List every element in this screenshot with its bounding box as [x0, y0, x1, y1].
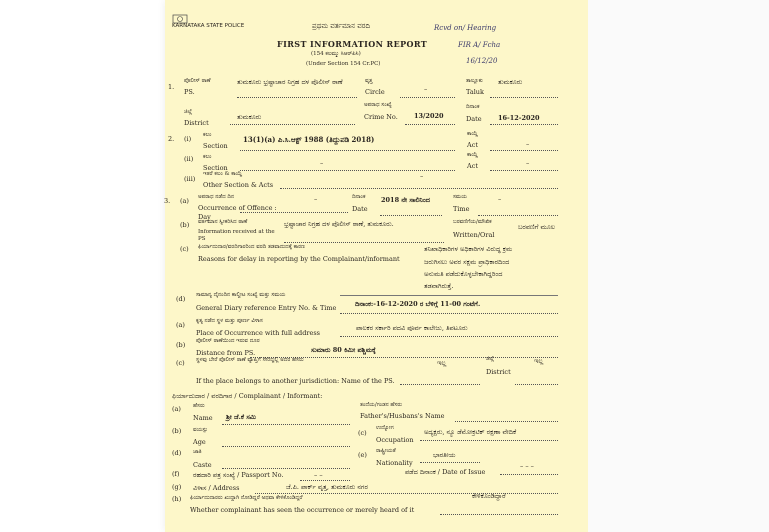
occurrence-label-kn: ಅಪರಾಧ ನಡೆದ ದಿನ	[198, 194, 234, 200]
act-label: Act	[467, 141, 478, 149]
subtitle-kannada: (154 ಕಲಮ್ಮು ಸಿಆರ್‌ಪಿಸಿ)	[311, 51, 361, 57]
row4-a: (a)	[176, 321, 185, 329]
circle-label-kn: ವೃತ್ತ	[365, 78, 373, 84]
day-label: Day	[198, 213, 211, 221]
district-value: ತುಮಕೂರು	[237, 113, 262, 121]
row5-a: (a)	[172, 405, 181, 413]
nationality-label-kn: ರಾಷ್ಟ್ರೀಯತೆ	[376, 448, 396, 454]
fir-date-value: 16-12-2020	[498, 114, 540, 122]
row2-ii: (ii)	[184, 155, 194, 163]
jur-district-label: District	[486, 368, 511, 376]
written-label-kn: ಬರವಣಿಗೆಯ/ಮೌಖಿಕ	[453, 219, 492, 225]
delay-value-3: ಅನುಮತಿ ಪಡೆದುಕೊಳ್ಳಬೇಕಾಗಿದ್ದರಿಂದ	[424, 270, 503, 278]
witness-label: Whether complainant has seen the occurrence or merely heard of it	[190, 506, 415, 514]
row2-iii: (iii)	[184, 175, 196, 183]
district-label-kn: ಜಿಲ್ಲೆ	[184, 109, 193, 115]
page-title: FIRST INFORMATION REPORT	[277, 39, 428, 49]
act2-value: –	[526, 159, 530, 167]
row2-i: (i)	[184, 135, 192, 143]
row3-num: 3.	[164, 197, 171, 205]
passport-label: ರಹದಾರಿ ಪತ್ರ ಸಂಖ್ಯೆ / Passport No.	[193, 471, 284, 479]
occ-date-label-kn: ದಿನಾಂಕ	[352, 194, 366, 200]
info-label-kn: ವರ್ತಮಾನ ಸ್ವೀಕರಿಸಿದ ಠಾಣೆ	[198, 219, 248, 225]
section-label: Section	[203, 142, 228, 150]
other-section-label: Other Section & Acts	[203, 181, 274, 189]
taluk-label: Taluk	[466, 88, 484, 96]
written-label: Written/Oral	[453, 231, 495, 239]
age-label: Age	[193, 438, 206, 446]
fir-date-label: Date	[466, 115, 482, 123]
other-section-label-kn: ಇತರೆ ಕಲಂ & ಕಾಯ್ದೆ	[203, 171, 243, 177]
distance-label: Distance from PS.	[196, 349, 256, 357]
place-label: Place of Occurrence with full address	[196, 329, 321, 337]
name-label-kn: ಹೆಸರು	[193, 403, 205, 409]
handwritten-note-2: FIR A/ Fcha	[458, 41, 501, 49]
row5-b: (b)	[172, 427, 182, 435]
row5-e: (e)	[358, 451, 367, 459]
caste-label-kn: ಜಾತಿ	[193, 449, 202, 455]
distance-value: ಸುಮಾರು 80 ಕಿಮೀ ಪಶ್ಚಿಮಕ್ಕೆ	[311, 346, 376, 354]
act2-label: Act	[467, 162, 478, 170]
jurisdiction-value: ಇಲ್ಲ	[437, 359, 447, 367]
row1-num: 1.	[168, 83, 175, 91]
distance-label-kn: ಪೊಲೀಸ್ ಠಾಣೆಯಿಂದ ಇರುವ ದೂರ	[196, 338, 260, 344]
delay-value-2: ಜರುಗಿಸಲು ಅವರ ಸಕ್ಷಮ ಪ್ರಾಧಿಕಾರದಿಂದ	[424, 258, 510, 266]
nationality-label: Nationality	[376, 459, 413, 467]
row5-g: (g)	[172, 483, 182, 491]
crime-label: Crime No.	[364, 113, 398, 121]
row4-b: (b)	[176, 341, 186, 349]
handwritten-note-1: Rcvd on/ Hearing	[434, 24, 497, 32]
taluk-label-kn: ತಾಲ್ಲೂಕು	[466, 78, 483, 84]
subtitle: (Under Section 154 Cr.PC)	[306, 61, 381, 67]
occ-date-label: Date	[352, 205, 368, 213]
occupation-label-kn: ಉದ್ಯೋಗ	[376, 425, 394, 431]
nationality-value: ಭಾರತೀಯ	[433, 451, 456, 459]
section2-value: –	[320, 159, 324, 167]
occurrence-label: Occurrence of Offence :	[198, 204, 277, 212]
father-label-kn: ತಂದೆಯ/ಗಂಡನ ಹೆಸರು	[360, 402, 403, 408]
address-value: ಜೆ.ಪಿ. ಪಾರ್ಕ್ ವೃತ್ತ, ತುಮಕೂರು ನಗರ	[286, 483, 368, 491]
jur-district-value: ಇಲ್ಲ	[534, 357, 544, 365]
handwritten-note-3: 16/12/20	[466, 57, 498, 65]
circle-label: Circle	[365, 88, 385, 96]
day-value: –	[314, 195, 318, 203]
row5-f: (f)	[172, 470, 180, 478]
jur-district-label-kn: ಜಿಲ್ಲೆ	[486, 356, 495, 362]
witness-label-kn: ಫಿರ್ಯಾದುದಾರರು ಖುದ್ದಾಗಿ ನೋಡಿದ್ದರೆ ಅಥವಾ ಕೇಳಿಕೊಂಡಿದ್ದರೆ	[190, 495, 303, 501]
info-value: ಭ್ರಷ್ಟಾಚಾರ ನಿಗ್ರಹ ದಳ ಪೊಲೀಸ್ ಠಾಣೆ, ತುಮಕೂರು.	[284, 220, 394, 228]
row2-num: 2.	[168, 135, 175, 143]
row3-d: (d)	[176, 295, 186, 303]
circle-value: –	[424, 85, 428, 93]
row5-h: (h)	[172, 495, 182, 503]
act2-label-kn: ಕಾಯ್ದೆ	[467, 152, 479, 158]
other-section-value: –	[420, 172, 424, 180]
section2-label: Section	[203, 164, 228, 172]
gd-label: General Diary reference Entry No. & Time	[196, 304, 337, 312]
ps-value: ತುಮಕೂರು ಭ್ರಷ್ಟಾಚಾರ ನಿಗ್ರಹ ದಳ ಪೊಲೀಸ್ ಠಾಣೆ	[237, 78, 343, 86]
occ-time-label-kn: ಸಮಯ	[453, 194, 468, 200]
title-kannada: ಪ್ರಥಮ ವರ್ತಮಾನ ವರದಿ	[312, 22, 370, 30]
ps-label-kn: ಪೊಲೀಸ್ ಠಾಣೆ	[184, 78, 211, 84]
occ-date-value: 2018 ನೇ ಸಾಲಿನಿಂದ	[381, 196, 430, 204]
row3-b: (b)	[180, 221, 190, 229]
occupation-value: ಅದ್ಯಕ್ಷರು, ನ್ಯೂ ಡೆಮೋಕ್ರಟಿಕ್ ರಕ್ಷಣಾ ವೇದಿಕೆ	[424, 428, 517, 436]
section2-label-kn: ಕಲಂ	[203, 154, 212, 160]
gd-label-kn: ಸಾಮಾನ್ಯ ದೈನಂದಿನ ಕಾಲ್ಚೀಟ ಸಂಖ್ಯೆ ಮತ್ತು ಸಮಯ	[196, 292, 286, 298]
row3-a: (a)	[180, 197, 189, 205]
jurisdiction-label: If the place belongs to another jurisdiction: Name of the PS.	[196, 377, 395, 385]
gd-value: ದಿನಾಂಕ:-16-12-2020 ರ ಬೆಳಿಗ್ಗೆ 11-00 ಗಂಟೆಗೆ.	[355, 300, 481, 308]
jurisdiction-label-kn: ಸ್ಥಳವು ಬೇರೆ ಪೊಲೀಸ್ ಠಾಣೆ ವ್ಯಾಪ್ತಿಗೆ ಸೇರಿದ್ದಲ್ಲಿ ಅದರ ಹೆಸರು	[196, 357, 304, 363]
delay-label-kn: ಫಿರ್ಯಾದುದಾರ/ವರದಿಗಾರರಿಂದ ವರದಿ ತಡವಾದುದಕ್ಕೆ ಕಾರಣ	[198, 244, 305, 250]
crime-value: 13/2020	[414, 112, 444, 120]
district-label: District	[184, 119, 209, 127]
act-value: –	[526, 140, 530, 148]
father-label: Father's/Husbans's Name	[360, 412, 445, 420]
right-margin	[588, 0, 769, 532]
row5-d: (d)	[172, 449, 182, 457]
delay-value-4: ತಡವಾಗಿರುತ್ತೆ.	[424, 282, 454, 290]
address-label: ವಿಳಾಸ / Address	[193, 484, 240, 492]
issue-date-value: – – –	[520, 462, 534, 470]
witness-value: ಕೇಳಿಕೊಂಡಿದ್ದಾರೆ	[472, 492, 506, 500]
occ-time-value: –	[498, 195, 502, 203]
occupation-label: Occupation	[376, 436, 414, 444]
written-value: ಬರವಣಿಗೆ ಮೂಲ	[518, 223, 555, 231]
delay-value-1: ತನಿಖಾಧಿಕಾರಿಗಳ ಅಧಿಕಾರಿಗಳ ವಿರುದ್ಧ ಕ್ರಮ	[424, 245, 513, 253]
caste-label: Caste	[193, 461, 212, 469]
occ-time-label: Time	[453, 205, 470, 213]
dept-label: KARNATAKA STATE POLICE	[172, 23, 245, 29]
crime-label-kn: ಅಪರಾಧ ಸಂಖ್ಯೆ	[364, 102, 392, 108]
place-label-kn: ಕೃತ್ಯ ನಡೆದ ಸ್ಥಳ ಮತ್ತು ಪೂರ್ಣ ವಿಳಾಸ	[196, 318, 263, 324]
fir-date-label-kn: ದಿನಾಂಕ	[466, 104, 480, 110]
info-label: Information received at the PS	[198, 229, 275, 243]
section-value: 13(1)(a) ಪಿ.ಸಿ.ಆಕ್ಟ್ 1988 (ತಿದ್ದುಪಡಿ 2018)	[243, 135, 375, 144]
name-value: ಶ್ರೀ ಜೆ.ಕೆ ಸಮಿ	[226, 413, 256, 421]
delay-label: Reasons for delay in reporting by the Complainant/informant	[198, 255, 400, 263]
row3-c: (c)	[180, 245, 189, 253]
ps-label: PS.	[184, 88, 195, 96]
act-label-kn: ಕಾಯ್ದೆ	[467, 131, 479, 137]
place-value: ಪಾಲಕರ ಸರ್ಕಾರಿ ಪದವಿ ಪೂರ್ವ ಕಾಲೇಜು, ತಿಪಟೂರು	[356, 324, 468, 332]
row4-c: (c)	[176, 359, 185, 367]
left-margin	[0, 0, 165, 532]
complainant-heading: ಫಿರ್ಯಾದುದಾರ / ವರದಿಗಾರ / Complainant / Informant:	[172, 392, 323, 400]
passport-value: – –	[314, 471, 323, 479]
issue-date-label: ಪಡೆದ ದಿನಾಂಕ / Date of Issue	[405, 468, 486, 476]
section-label-kn: ಕಲಂ	[203, 132, 212, 138]
taluk-value: ತುಮಕೂರು	[498, 78, 523, 86]
row5-c: (c)	[358, 429, 367, 437]
age-label-kn: ವಯಸ್ಸು	[193, 427, 208, 433]
name-label: Name	[193, 414, 213, 422]
